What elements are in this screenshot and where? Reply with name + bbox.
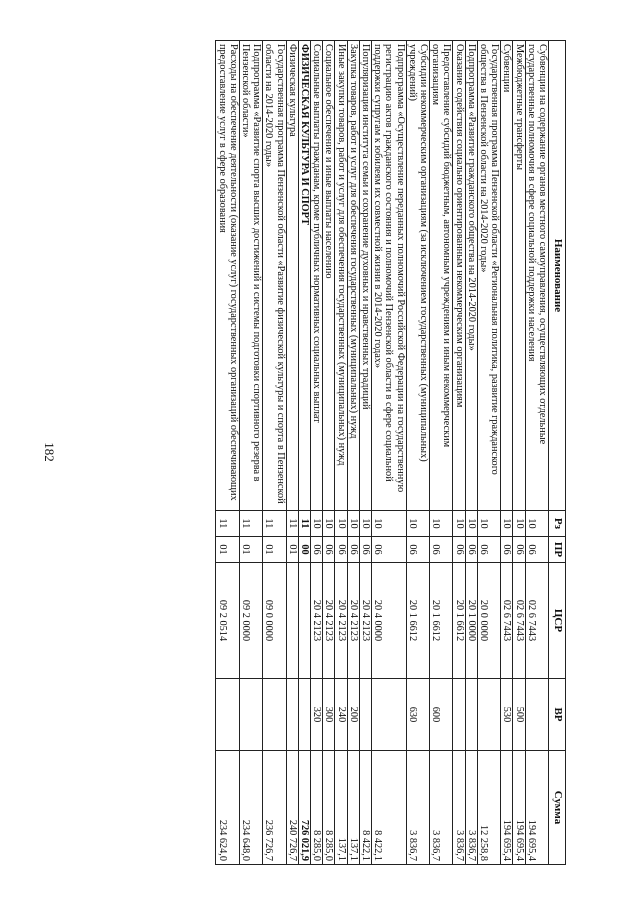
table-row [359,41,371,865]
cell-vr [298,679,310,751]
table-row [239,41,262,865]
cell-rz: 10 [359,511,371,537]
cell-csr: 20 1 6612 [406,563,429,679]
cell-vr [239,679,262,751]
table-row [298,41,310,865]
cell-csr: 02 6 7443 [513,563,525,679]
cell-csr: 20 1 6612 [429,563,452,679]
cell-csr [298,563,310,679]
cell-rz: 10 [429,511,452,537]
cell-rz: 10 [453,511,465,537]
cell-csr: 02 6 7443 [525,563,548,679]
cell-csr: 20 4 2123 [310,563,322,679]
cell-vr: 500 [513,679,525,751]
cell-rz: 10 [323,511,335,537]
cell-pr: 06 [323,537,335,563]
cell-vr [477,679,500,751]
cell-name: Государственная программа Пензенской области «Развитие физической культуры и спорта в Пензенской области на 2014-2020 годы» [263,41,286,511]
cell-csr [286,563,298,679]
cell-sum: 137,1 [347,751,359,865]
cell-rz: 10 [335,511,347,537]
table-header-row [549,41,566,865]
cell-sum: 234 624,0 [216,751,239,865]
cell-pr: 01 [239,537,262,563]
cell-rz: 10 [371,511,406,537]
cell-sum: 3 836,7 [453,751,465,865]
table-row [513,41,525,865]
header-rz: Рз [549,511,566,537]
table-row [453,41,465,865]
cell-name: Межбюджетные трансферты [513,41,525,511]
cell-vr [371,679,406,751]
table-row [347,41,359,865]
cell-sum: 8 422,1 [359,751,371,865]
cell-pr: 06 [513,537,525,563]
cell-rz: 10 [465,511,477,537]
cell-vr: 320 [310,679,322,751]
cell-rz: 10 [501,511,513,537]
cell-name: Закупка товаров, работ и услуг для обеспечения государственных (муниципальных) нужд [347,41,359,511]
cell-sum: 137,1 [335,751,347,865]
cell-rz: 10 [525,511,548,537]
cell-vr: 600 [429,679,452,751]
cell-name: Субсидии некоммерческим организациям (за исключением государственных (муниципальных) учреждений) [406,41,429,511]
page-number: 182 [42,442,57,462]
cell-csr: 20 0 0000 [477,563,500,679]
cell-csr: 09 2 0000 [239,563,262,679]
cell-sum: 3 836,7 [429,751,452,865]
cell-vr [286,679,298,751]
cell-rz: 11 [263,511,286,537]
cell-name: Оказание содействия социально ориентированным некоммерческим организациям [453,41,465,511]
cell-pr: 06 [453,537,465,563]
cell-rz: 10 [347,511,359,537]
cell-rz: 11 [298,511,310,537]
cell-name: Физическая культура [286,41,298,511]
cell-name: Иные закупки товаров, работ и услуг для обеспечения государственных (муниципальных) нужд [335,41,347,511]
cell-pr: 06 [335,537,347,563]
table-row [323,41,335,865]
table-row [501,41,513,865]
cell-pr: 06 [371,537,406,563]
cell-name: ФИЗИЧЕСКАЯ КУЛЬТУРА И СПОРТ [298,41,310,511]
cell-name: Субвенции [501,41,513,511]
cell-vr: 530 [501,679,513,751]
cell-csr: 20 4 2123 [323,563,335,679]
cell-name: Расходы на обеспечение деятельности (оказание услуг) государственных организаций обеспечивающих предоставление услуг в сфере образования [216,41,239,511]
table-row [477,41,500,865]
cell-vr [216,679,239,751]
table-row [406,41,429,865]
cell-rz: 11 [286,511,298,537]
cell-sum: 8 285,0 [323,751,335,865]
budget-table [215,40,566,865]
cell-rz: 11 [239,511,262,537]
table-row [335,41,347,865]
cell-name: Популяризация института семьи и сохранение духовных и нравственных традиций [359,41,371,511]
cell-vr [465,679,477,751]
cell-vr: 240 [335,679,347,751]
cell-vr [525,679,548,751]
table-row [263,41,286,865]
table-row [525,41,548,865]
cell-csr: 20 1 0000 [465,563,477,679]
cell-pr: 06 [501,537,513,563]
cell-sum: 3 836,7 [465,751,477,865]
cell-csr: 20 4 2123 [359,563,371,679]
cell-name: Предоставление субсидий бюджетным, автономным учреждениям и иным некоммерческим организациям [429,41,452,511]
table-row [286,41,298,865]
table-row [216,41,239,865]
rotated-page [80,40,566,864]
cell-csr: 09 2 0514 [216,563,239,679]
header-csr: ЦСР [549,563,566,679]
table-row [429,41,452,865]
cell-rz: 10 [513,511,525,537]
cell-pr: 01 [286,537,298,563]
cell-csr: 20 1 6612 [453,563,465,679]
cell-vr: 630 [406,679,429,751]
cell-csr: 20 4 0000 [371,563,406,679]
header-name: Наименование [549,41,566,511]
cell-rz: 10 [406,511,429,537]
cell-pr: 01 [216,537,239,563]
cell-sum: 194 695,4 [525,751,548,865]
cell-csr: 20 4 2123 [335,563,347,679]
cell-pr: 06 [525,537,548,563]
header-sum: Сумма [549,751,566,865]
cell-vr: 300 [323,679,335,751]
cell-name: Подпрограмма «Развитие гражданского общества на 2014-2020 годы» [465,41,477,511]
cell-pr: 01 [263,537,286,563]
cell-pr: 06 [347,537,359,563]
cell-name: Государственная программа Пензенской области «Региональная политика, развитие гражданского общества в Пензенской области на 2014-2020 годы» [477,41,500,511]
cell-name: Социальные выплаты гражданам, кроме публичных нормативных социальных выплат [310,41,322,511]
table-row [310,41,322,865]
cell-pr: 06 [359,537,371,563]
cell-vr [359,679,371,751]
cell-sum: 240 726,7 [286,751,298,865]
table-row [465,41,477,865]
cell-csr: 02 6 7443 [501,563,513,679]
cell-vr [453,679,465,751]
cell-name: Субвенции на содержание органов местного самоуправления, осуществляющих отдельные государственные полномочия в сфере социальной поддержки населения [525,41,548,511]
cell-pr: 06 [310,537,322,563]
cell-sum: 236 726,7 [263,751,286,865]
cell-sum: 8 422,1 [371,751,406,865]
cell-sum: 234 648,0 [239,751,262,865]
cell-sum: 194 695,4 [501,751,513,865]
cell-rz: 10 [310,511,322,537]
cell-pr: 06 [429,537,452,563]
header-pr: ПР [549,537,566,563]
cell-sum: 12 258,8 [477,751,500,865]
cell-rz: 11 [216,511,239,537]
cell-vr: 200 [347,679,359,751]
cell-sum: 194 695,4 [513,751,525,865]
header-vr: ВР [549,679,566,751]
cell-pr: 00 [298,537,310,563]
cell-csr: 20 4 2123 [347,563,359,679]
cell-sum: 8 285,0 [310,751,322,865]
cell-pr: 06 [465,537,477,563]
cell-rz: 10 [477,511,500,537]
table-body [216,41,549,865]
cell-name: Подпрограмма «Развитие спорта высших достижений и системы подготовки спортивного резерва в Пензенской области» [239,41,262,511]
cell-name: Социальное обеспечение и иные выплаты населению [323,41,335,511]
cell-name: Подпрограмма «Осуществление переданных полномочий Российской Федерации на государственную регистрацию актов гражданского состояния и полномочий Пензенской области в сфере социальной поддержки супругам к юбилеям их совместной жизни в 2014-2020 годах» [371,41,406,511]
cell-sum: 726 021,9 [298,751,310,865]
cell-csr: 09 0 0000 [263,563,286,679]
cell-sum: 3 836,7 [406,751,429,865]
cell-pr: 06 [477,537,500,563]
table-row [371,41,406,865]
cell-vr [263,679,286,751]
cell-pr: 06 [406,537,429,563]
